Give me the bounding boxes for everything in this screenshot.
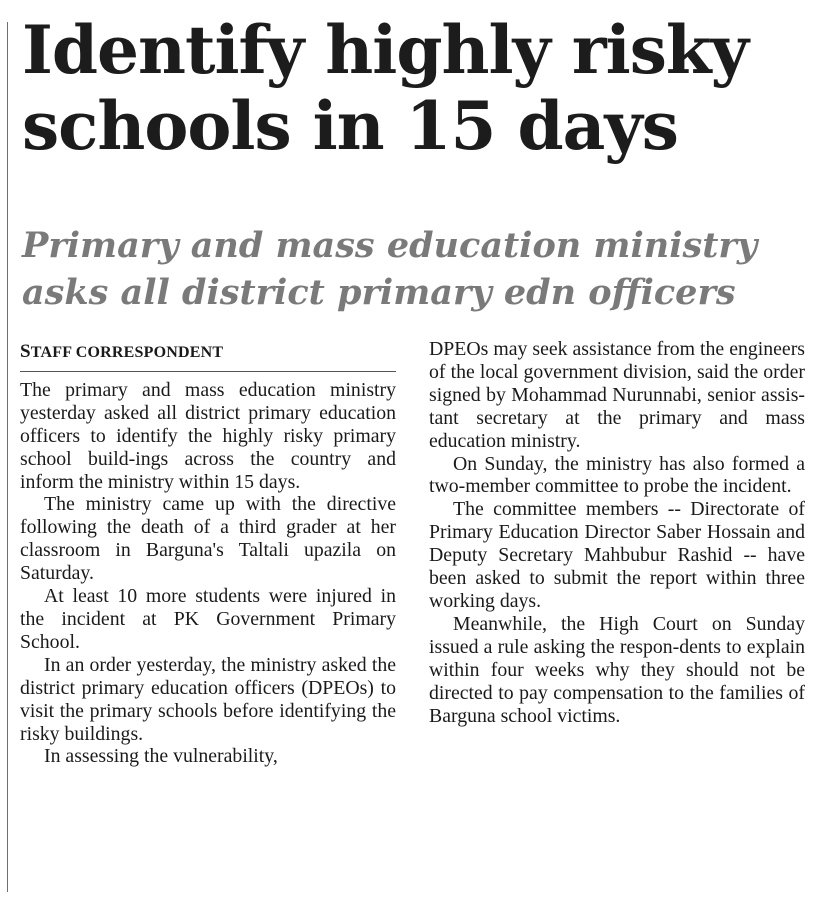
headline: Identify highly risky schools in 15 days [22,11,748,165]
article-paragraph: In assessing the vulnerability, [44,745,278,768]
article-paragraph: The primary and mass education ministry yesterday asked all district primary education officers to identify the highly risky primary school build-ings across the country and inform the ministry within 15 days. [20,378,396,493]
article-paragraph: The committee members -- Directorate of Primary Education Director Saber Hossain and Deputy Secretary Mahbubur Rashid -- have been asked to submit the report within three working days. [429,498,805,612]
article-paragraph: The ministry came up with the directive following the death of a third grader at her classroom in Barguna's Taltali upazila on Saturday. [20,493,396,585]
article-paragraph: At least 10 more students were injured in the incident at PK Government Primary School. [20,585,396,653]
byline-initial: S [20,341,31,362]
subheadline: Primary and mass education ministry asks all district primary edn officers [22,225,758,313]
byline [20,338,396,372]
article-column-left [20,338,396,768]
article-column-right [429,338,805,727]
byline-text: TAFF CORRESPONDENT [30,344,224,361]
article-paragraph: DPEOs may seek assistance from the engineers of the local government division, said the order signed by Mohammad Nurunnabi, senior assis-tant secretary at the primary and mass education ministry. [429,338,805,452]
article-paragraph: On Sunday, the ministry has also formed a two-member committee to probe the incident. [429,452,805,498]
article-paragraph: In an order yesterday, the ministry asked the district primary education officers (DPEOs) to visit the primary schools before identifying the risky buildings. [20,653,396,745]
article-paragraph: Meanwhile, the High Court on Sunday issued a rule asking the respon-dents to explain within four weeks why they should not be directed to pay compensation to the families of Barguna school victims. [429,612,805,727]
column-rule [7,22,8,892]
